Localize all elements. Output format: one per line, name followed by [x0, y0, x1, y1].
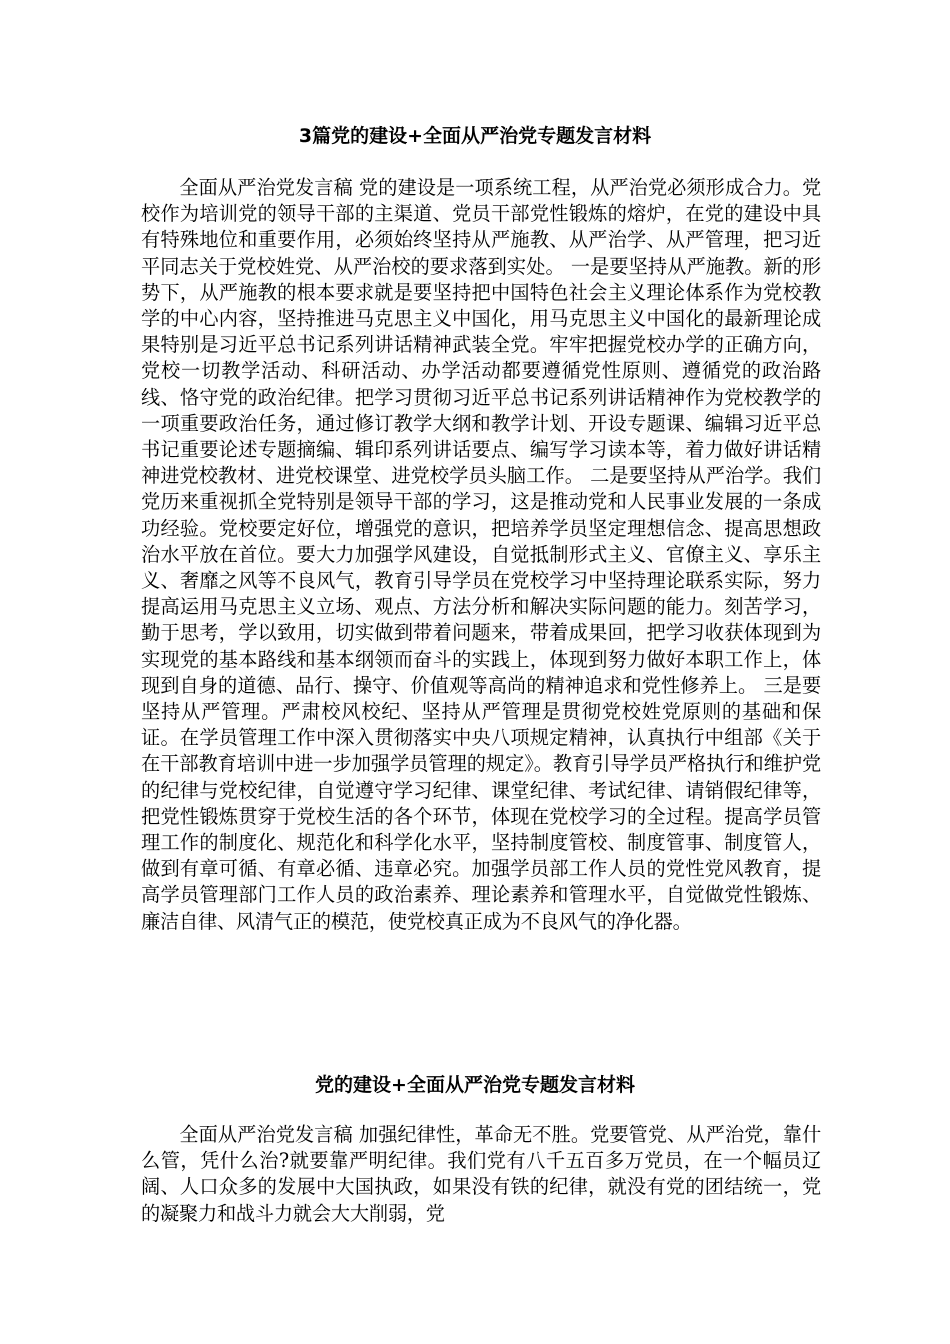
section-title: 党的建设+全面从严治党专题发言材料: [315, 1074, 635, 1096]
section-title: 3篇党的建设+全面从严治党专题发言材料: [298, 125, 652, 147]
section-body: 全面从严治党发言稿 加强纪律性，革命无不胜。党要管党、从严治党，靠什么管，凭什么治?就要靠严明纪律。我们党有八千五百多万党员，在一个幅员辽阔、人口众多的发展中大国执政，如果没有铁的纪律，就没有党的团结统一，党的凝聚力和战斗力就会大大削弱，党: [141, 1123, 821, 1225]
section-body: 全面从严治党发言稿 党的建设是一项系统工程，从严治党必须形成合力。党校作为培训党的领导干部的主渠道、党员干部党性锻炼的熔炉，在党的建设中具有特殊地位和重要作用，必须始终坚持从严施教、从严治学、从严管理，把习近平同志关于党校姓党、从严治校的要求落到实处。 一是要坚持从严施教。新的形势下，从严施教的根本要求就是要坚持把中国特色社会主义理论体系作为党校教学的中心内容，坚持推进马克思主义中国化，用马克思主义中国化的最新理论成果特别是习近平总书记系列讲话精神武装全党。牢牢把握党校办学的正确方向，党校一切教学活动、科研活动、办学活动都要遵循党性原则、遵循党的政治路线、恪守党的政治纪律。把学习贯彻习近平总书记系列讲话精神作为党校教学的一项重要政治任务，通过修订教学大纲和教学计划、开设专题课、编辑习近平总书记重要论述专题摘编、辑印系列讲话要点、编写学习读本等，着力做好讲话精神进党校教材、进党校课堂、进党校学员头脑工作。 二是要坚持从严治学。我们党历来重视抓全党特别是领导干部的学习，这是推动党和人民事业发展的一条成功经验。党校要定好位，增强党的意识，把培养学员坚定理想信念、提高思想政治水平放在首位。要大力加强学风建设，自觉抵制形式主义、官僚主义、享乐主义、奢靡之风等不良风气，教育引导学员在党校学习中坚持理论联系实际，努力提高运用马克思主义立场、观点、方法分析和解决实际问题的能力。刻苦学习，勤于思考，学以致用，切实做到带着问题来，带着成果回，把学习收获体现到为实现党的基本路线和基本纲领而奋斗的实践上，体现到努力做好本职工作上，体现到自身的道德、品行、操守、价值观等高尚的精神追求和党性修养上。 三是要坚持从严管理。严肃校风校纪、坚持从严管理是贯彻党校姓党原则的基础和保证。在学员管理工作中深入贯彻落实中央八项规定精神，认真执行中组部《关于在干部教育培训中进一步加强学员管理的规定》。教育引导学员严格执行和维护党的纪律与党校纪律，自觉遵守学习纪律、课堂纪律、考试纪律、请销假纪律等，把党性锻炼贯穿于党校生活的各个环节，体现在党校学习的全过程。提高学员管理工作的制度化、规范化和科学化水平，坚持制度管校、制度管事、制度管人，做到有章可循、有章必循、违章必究。加强学员部工作人员的党性党风教育，提高学员管理部门工作人员的政治素养、理论素养和管理水平，自觉做党性锻炼、廉洁自律、风清气正的模范，使党校真正成为不良风气的净化器。: [141, 176, 821, 933]
